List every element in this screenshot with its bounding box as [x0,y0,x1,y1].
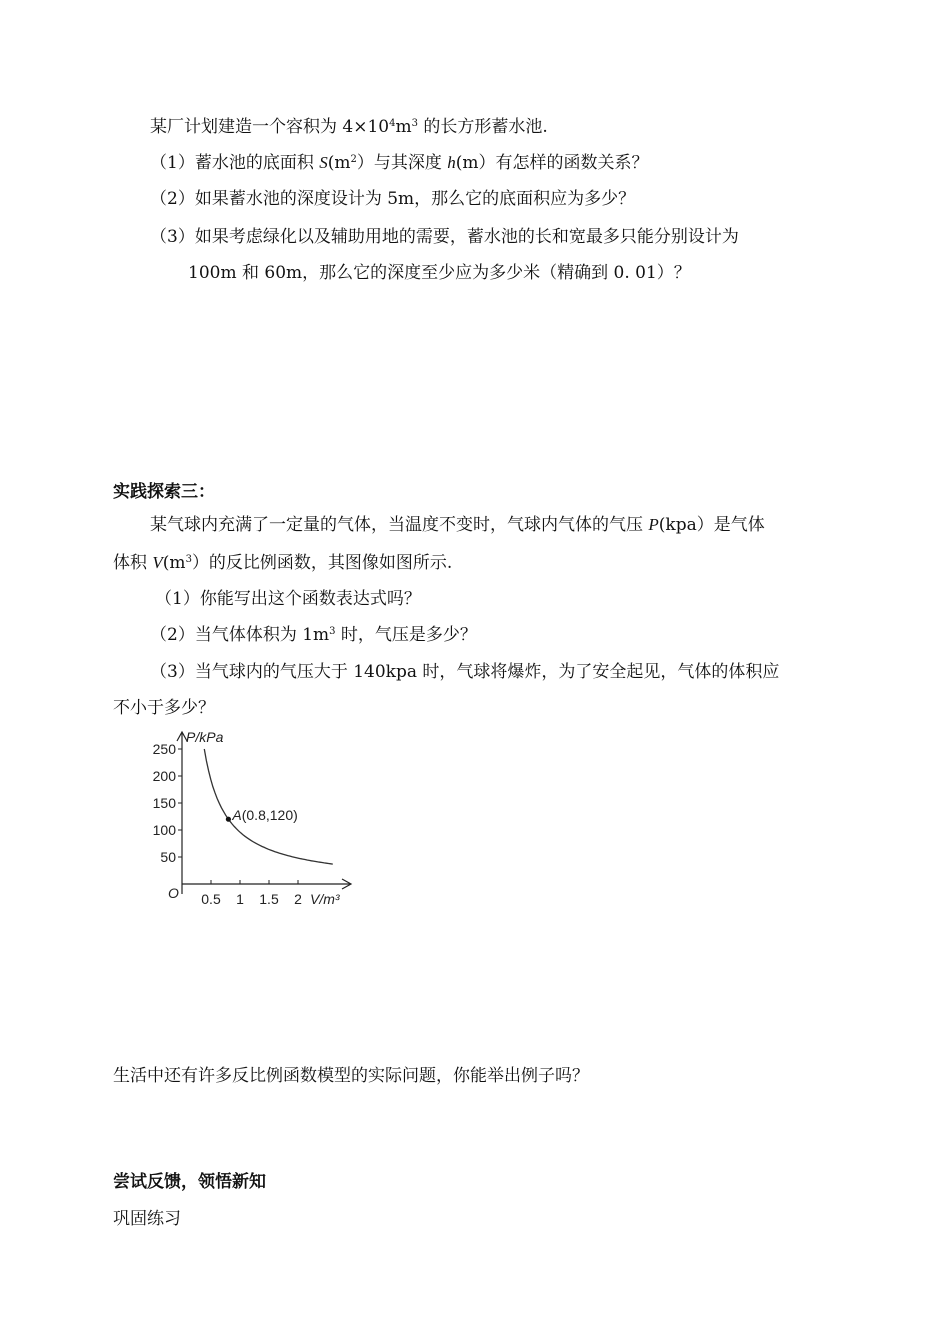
balloon-question-3-line-1: （3）当气球内的气压大于 140kpa 时，气球将爆炸，为了安全起见，气体的体积应 [150,662,780,682]
balloon-intro-line-2: 体积 $V(m^3)$的反比例函数，其图像如图所示. [113,553,453,573]
y-tick-label: 250 [152,741,176,757]
x-tick-label: 2 [294,891,302,907]
pressure-volume-graph [150,728,360,913]
tank-question-3-line-1: （3）如果考虑绿化以及辅助用地的需要，蓄水池的长和宽最多只能分别设计为 [150,227,739,247]
y-tick-label: 100 [152,822,176,838]
x-tick-label: 0.5 [201,891,221,907]
tank-question-1: （1）蓄水池的底面积 $S(m^2)$与其深度 h(m）有怎样的函数关系？ [150,153,649,173]
consolidation-practice-label: 巩固练习 [113,1209,181,1229]
x-axis-label: V/m³ [310,891,340,907]
origin-label: O [168,885,179,901]
y-tick-label: 50 [160,849,176,865]
tank-question-2: （2）如果蓄水池的深度设计为 5m，那么它的底面积应为多少？ [150,189,636,209]
y-tick-label: 150 [152,795,176,811]
balloon-question-3-line-2: 不小于多少？ [113,698,215,718]
tank-intro: 某厂计划建造一个容积为 $4\times 10^4m^3$ 的长方形蓄水池. [150,117,548,137]
section-heading-feedback: 尝试反馈，领悟新知 [113,1172,266,1192]
balloon-intro-line-1: 某气球内充满了一定量的气体，当温度不变时，气球内气体的气压 P(kpa）是气体 [150,515,765,535]
section-heading-practice-3: 实践探索三： [113,482,215,502]
x-tick-label: 1.5 [259,891,279,907]
balloon-question-2: （2）当气体体积为 $1m^3$ 时，气压是多少？ [150,625,477,645]
real-life-question: 生活中还有许多反比例函数模型的实际问题，你能举出例子吗？ [113,1066,589,1086]
x-tick-label: 1 [236,891,244,907]
tank-question-3-line-2: 100m 和 60m，那么它的深度至少应为多少米（精确到 0. 01）？ [188,263,691,283]
balloon-question-1: （1）你能写出这个函数表达式吗？ [155,589,421,609]
point-a [226,817,231,822]
y-axis-label: P/kPa [186,729,224,745]
point-a-label: A(0.8,120) [232,807,298,824]
y-tick-label: 200 [152,768,176,784]
